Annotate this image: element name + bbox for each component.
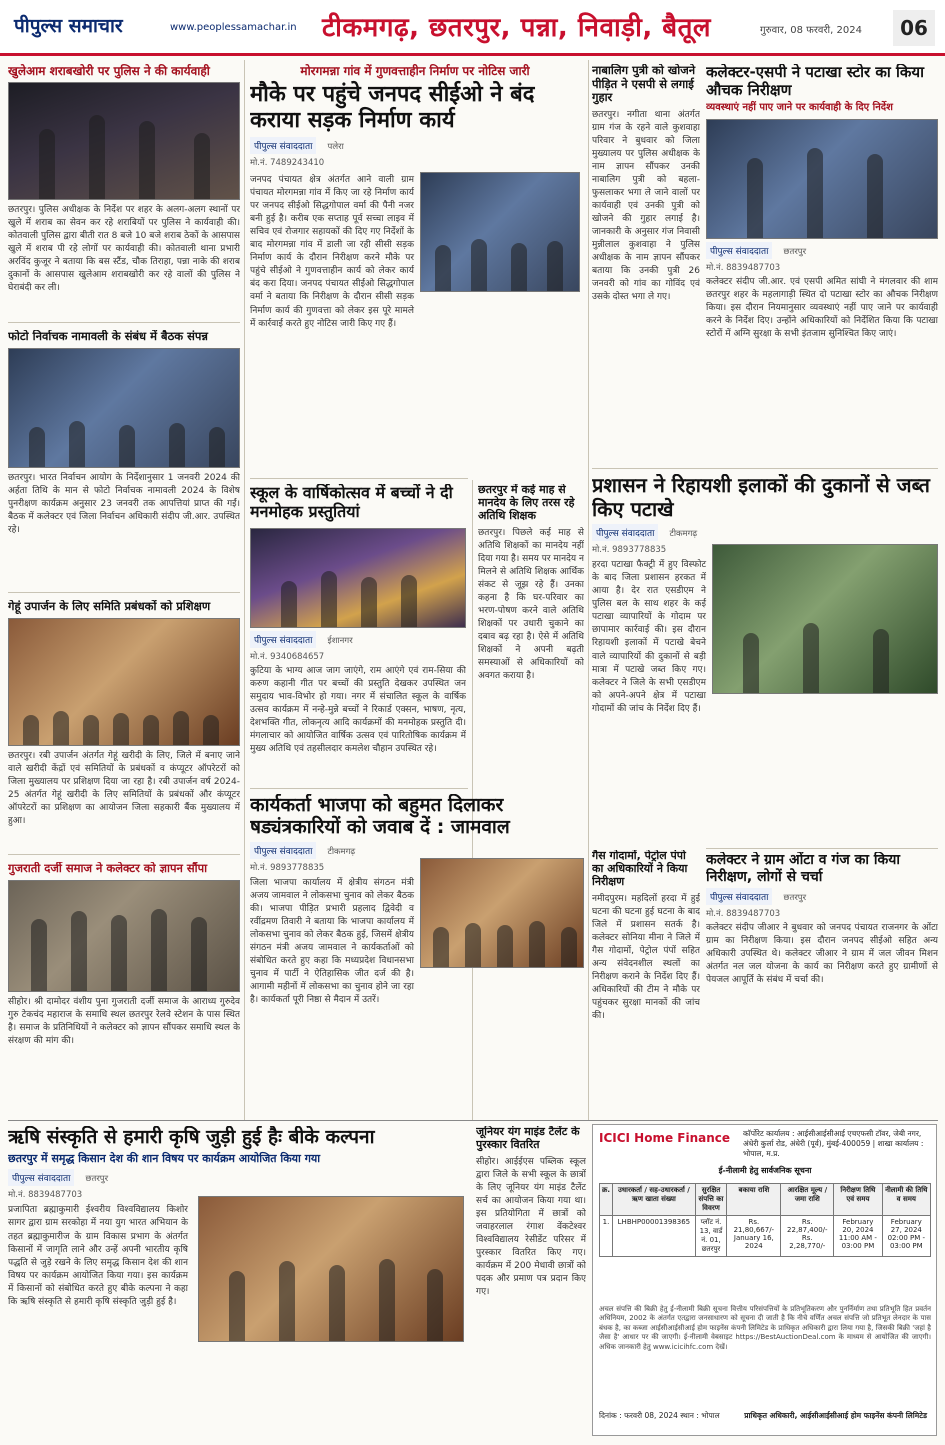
byline: पीपुल्स संवाददाता: [8, 1169, 74, 1186]
article-body: कलेक्टर संदीप जीआर ने बुधवार को जनपद पंचायत राजनगर के ओंटा ग्राम का निरीक्षण किया। इस दौरान जनपद सीईओ सहित अन्य अधिकारी उपस्थित थे। कलेक्टर जीआर ने ग्राम में जल जीवन मिशन अंतर्गत नल जल योजना के कार्य का निरीक्षण करते हुए ग्रामीणों से पेयजल आपूर्ति के संबंध में चर्चा की।: [706, 923, 938, 986]
headline: ऋषि संस्कृति से हमारी कृषि जुड़ी हुई हैः बीके कल्पना: [8, 1126, 375, 1148]
center-top-road-story: [250, 64, 580, 474]
phone-number: मो.नं. 9893778835: [250, 862, 325, 873]
icici-auction-notice: [592, 1124, 937, 1436]
byline: पीपुल्स संवाददाता: [706, 888, 772, 905]
auction-table: [599, 1183, 931, 1257]
phone-number: मो.नं. 8839487703: [8, 1190, 83, 1201]
right-top-firecracker-inspection: [706, 64, 938, 464]
cell: February 20, 2024 11:00 AM - 03:00 PM: [834, 1216, 882, 1257]
headline: जूनियर यंग माइंड टैलेंट के पुरस्कार वितरित: [476, 1126, 580, 1151]
right-lower-village-inspection: [706, 852, 938, 1120]
col3-guest-teachers: [478, 484, 584, 784]
col-header: बकाया राशि: [727, 1184, 781, 1216]
bottom-mid-young-mind: [476, 1126, 586, 1438]
center-mid-school-story: [250, 484, 466, 784]
article-body: जनपद पंचायत क्षेत्र अंतर्गत आने वाली ग्राम पंचायत मोरगमन्ना गांव में किए जा रहे निर्माण कार्य पर जनपद सीईओ सिद्धगोपाल वर्मा की पैनी नजर बनी हुई है। करीब एक सप्ताह पूर्व सच्चा लाइव में सचिव एवं रोजगार सहायकों की दिए गए निर्देशों के बाद मोरगमन्ना गांव में डाली जा रही सीसी सड़क निर्माण कार्य के दौरान निरीक्षण करने मौके पर पहुंचे सीईओ ने गुणवत्ताहीन कार्य को लेकर कार्य बंद करा दिया। जनपद पंचायत सीईओ सिद्धगोपाल वर्मा ने बताया कि निरीक्षण के दौरान सीसी सड़क निर्माण कार्य की गुणवत्ता को लेकर इस पूरे मामले में कार्रवाई करते हुए नोटिस जारी किए गए हैं।: [250, 175, 414, 329]
kicker: मोरगमन्ना गांव में गुणवत्ताहीन निर्माण पर नोटिस जारी: [300, 64, 530, 78]
photo-brahmakumari-event: [198, 1196, 464, 1342]
dateline-place: छतरपुर: [85, 1174, 109, 1185]
article-body: छतरपुर। नगीता थाना अंतर्गत ग्राम गंज के रहने वाले कुशवाहा परिवार ने बुधवार को जिला मुख्यालय पर पुलिस अधीक्षक के नाम ज्ञापन सौंपकर उनकी नाबालिग पुत्री को बहला-फुसलाकर भगा ले जाने वालों पर कार्यवाही एवं उनकी पुत्री को खोजने की गुहार लगाई है। जानकारी के अनुसार गंज निवासी मुन्नीलाल कुशवाहा ने पुलिस अधीक्षक के नाम ज्ञापन सौंपकर बताया कि उनकी पुत्री 26 जनवरी को गांव का गोविंद एवं उसके दोस्त भगा ले गए।: [592, 109, 700, 303]
col-header: निरीक्षण तिथि एवं समय: [834, 1184, 882, 1216]
photo-training-audience: [8, 618, 240, 746]
col-header: सुरक्षित संपत्ति का विवरण: [695, 1184, 727, 1216]
center-lower-bjp-story: [250, 794, 584, 1116]
headline: प्रशासन ने रिहायशी इलाकों की दुकानों से जब्त किए पटाखे: [592, 474, 930, 521]
phone-number: मो.नं. 9893778835: [592, 545, 667, 556]
article-body: कुटिया के भाग्य आज जाग जाएंगे, राम आएंगे एवं राम-सिया की करुण कहानी गीत पर बच्चों की प्रस्तुति देखकर उपस्थित जन समुदाय भाव-विभोर हो गया। नगर में संचालित स्कूल के वार्षिक उत्सव कार्यक्रम में नन्हे-मुन्ने बच्चों ने रिकार्ड एक्सन, भाषण, नृत्य, देशभक्ति गीत, लोकनृत्य आदि कार्यक्रमों की मनमोहक प्रस्तुति दी। मंगलाचार को आयोजित वार्षिक उत्सव एवं पारितोषिक कार्यक्रम में मुख्य अतिथि एवं तहसीलदार कमलेश चौहान उपस्थित रहे।: [250, 665, 466, 755]
cell: LHBHP00001398365: [613, 1216, 696, 1257]
page-number: 06: [893, 10, 935, 46]
subheadline: व्यवस्थाएं नहीं पाए जाने पर कार्यवाही के दिए निर्देश: [706, 102, 893, 114]
headline: नाबालिग पुत्री को खोजने पीड़ित ने एसपी से लगाई गुहार: [592, 64, 696, 105]
photo-firecracker-shop: [712, 544, 938, 694]
headline: कलेक्टर ने ग्राम ओंटा व गंज का किया निरीक्षण, लोगों से चर्चा: [706, 852, 900, 885]
phone-number: मो.नं. 9340684657: [250, 651, 325, 662]
website-url: www.peoplessamachar.in: [170, 22, 297, 33]
photo-bjp-meeting: [420, 858, 584, 968]
newspaper-logo: पीपुल्स समाचार: [14, 15, 123, 37]
photo-school-stage: [250, 528, 466, 628]
ad-signatory: प्राधिकृत अधिकारी, आईसीआईसीआई होम फाइनेंस कंपनी लिमिटेड: [744, 1411, 927, 1420]
photo-officials-meeting: [420, 172, 580, 292]
headline: फोटो निर्वाचक नामावली के संबंध में बैठक संपन्न: [8, 330, 208, 343]
byline: पीपुल्स संवाददाता: [706, 242, 772, 259]
article-body: सीहोर। श्री दामोदर वंशीय पुना गुजराती दर्जी समाज के आराध्य गुरुदेव गुरु टेकचंद महाराज के समाधि स्थल छतरपुर रेलवे स्टेशन के पास स्थित है। समाज के प्रतिनिधियों ने कलेक्टर को ज्ञापन सौंपकर समाधि स्थल के संरक्षण की मांग की।: [8, 996, 240, 1046]
photo-meeting-hall: [8, 348, 240, 468]
col-header: नीलामी की तिथि व समय: [882, 1184, 930, 1216]
cell: प्लॉट नं. 13, वार्ड नं. 01, छतरपुर: [695, 1216, 727, 1257]
photo-police-drive: [8, 82, 240, 200]
dateline-place: छतरपुर: [783, 893, 807, 904]
ad-date-place: दिनांक : फरवरी 08, 2024 स्थान : भोपाल: [599, 1411, 720, 1420]
byline: पीपुल्स संवाददाता: [250, 137, 316, 154]
table-row: [600, 1216, 931, 1257]
left-story-gujarati-samaj: [8, 862, 240, 1112]
headline: गुजराती दर्जी समाज ने कलेक्टर को ज्ञापन सौंपा: [8, 862, 208, 875]
ad-signature-block: [599, 1411, 931, 1421]
cell: Rs. 21,80,667/- January 16, 2024: [727, 1216, 781, 1257]
byline: पीपुल्स संवाददाता: [592, 524, 658, 541]
photo-memorandum: [8, 880, 240, 992]
left-story-wheat-training: [8, 600, 240, 850]
col3-missing-girl: [592, 64, 700, 464]
ad-office-address: कॉर्पोरेट कार्यालय : आईसीआईसीआई एचएफसी टॉवर, जेबी नगर, अंधेरी कुर्ला रोड, अंधेरी (पूर्व), मुंबई-400059 | शाखा कार्यालय : भोपाल, म.प्र.: [743, 1129, 924, 1158]
ad-title: ई-नीलामी हेतु सार्वजनिक सूचना: [718, 1166, 812, 1175]
article-body: जिला भाजपा कार्यालय में क्षेत्रीय संगठन मंत्री अजय जामवाल ने लोकसभा चुनाव को लेकर बैठक की। भाजपा पीड़ित प्रभारी प्रहलाद द्विवेदी व रवींद्रमण तिवारी ने बताया कि भाजपा कार्यालय में लोकसभा चुनाव को लेकर बैठक हुई, जिसमें क्षेत्रीय संगठन मंत्री अजय जामवाल ने कार्यकर्ताओं को संबोधित करते हुए कहा कि मध्यप्रदेश विधानसभा चुनाव में पार्टी ने ऐतिहासिक जीत दर्ज की है। आगामी महीनों में लोकसभा का चुनाव होने जा रहा है। कार्यकर्ता पूरी निष्ठा से मैदान में उतरें।: [250, 877, 414, 1006]
ad-fine-print: अचल संपत्ति की बिक्री हेतु ई-नीलामी बिक्री सूचना वित्तीय परिसंपत्तियों के प्रतिभूतिकरण और पुनर्निर्माण तथा प्रतिभूति हित प्रवर्तन अधिनियम, 2002 के अंतर्गत एतद्वारा जनसाधारण को सूचना दी जाती है कि नीचे वर्णित अचल संपत्ति जो प्रतिभूत लेनदार के पास बंधक है, का कब्जा आईसीआईसीआई होम फाइनेंस कंपनी लिमिटेड के प्राधिकृत अधिकारी द्वारा लिया गया है, जिसकी बिक्री 'जहां है जैसा है' आधार पर की जाएगी। ई-नीलामी वेबसाइट https://BestAuctionDeal.com के माध्यम से आयोजित की जाएगी। अधिक जानकारी हेतु www.icicihfc.com देखें।: [599, 1305, 931, 1351]
masthead: [0, 0, 945, 56]
bottom-left-bk-kalpana: [8, 1126, 464, 1438]
col3-gas-godown: [592, 850, 700, 1120]
col-header: आरक्षित मूल्य / जमा राशि: [781, 1184, 834, 1216]
dateline-place: टीकमगढ़: [669, 529, 698, 540]
article-body: छतरपुर। रबी उपार्जन अंतर्गत गेहूं खरीदी के लिए, जिले में बनाए जाने वाले खरीदी केंद्रों एवं समितियों के प्रबंधकों व कंप्यूटर ऑपरेटरों को जिला मुख्यालय पर प्रशिक्षण दिया जा रहा है। रबी उपार्जन वर्ष 2024-25 अंतर्गत गेहूं खरीदी के लिए समितियों के प्रबंधकों और कंप्यूटर ऑपरेटरों का प्रशिक्षण का आयोजन जिला सहकारी बैंक मुख्यालय में हुआ।: [8, 750, 240, 826]
article-body: सीहोर। आईईएस पब्लिक स्कूल द्वारा जिले के सभी स्कूल के छात्रों के लिए जूनियर यंग माइंड टैलेंट सर्च का आयोजन किया गया था। इस प्रतियोगिता में छात्रों को जवाहरलाल रंगाश वेंकटेश्वर विश्वविद्यालय रेसीडेंट परिसर में पुरस्कार वितरित किए गए। कार्यक्रम में 200 मेधावी छात्रों को पदक और प्रमाण पत्र प्रदान किए गए।: [476, 1156, 586, 1298]
headline: खुलेआम शराबखोरी पर पुलिस ने की कार्यवाही: [8, 64, 210, 78]
headline: मौके पर पहुंचे जनपद सीईओ ने बंद कराया सड़क निर्माण कार्य: [250, 82, 535, 134]
icici-logo: ICICI Home Finance: [599, 1131, 731, 1145]
byline: पीपुल्स संवाददाता: [250, 842, 316, 859]
article-body: छतरपुर। पिछले कई माह से अतिथि शिक्षकों का मानदेय नहीं दिया गया है। समय पर मानदेय न मिलने से अतिथि शिक्षक आर्थिक संकट से जूझ रहे हैं। उनका कहना है कि घर-परिवार का भरण-पोषण करने वाले अतिथि शिक्षकों पर उधारी चुकाने का दबाव बढ़ रहा है। ऐसे में अतिथि शिक्षकों ने अपनी बढ़ती समस्याओं से अधिकारियों को अवगत कराया है।: [478, 527, 584, 682]
phone-number: मो.नं. 7489243410: [250, 158, 325, 169]
subheadline: छतरपुर में समृद्ध किसान देश की शान विषय पर कार्यक्रम आयोजित किया गया: [8, 1152, 321, 1166]
dateline-place: ईशानगर: [327, 635, 353, 646]
right-mid-firecracker-seizure: [592, 474, 938, 844]
article-body: कलेक्टर संदीप जी.आर. एवं एसपी अमित सांघी ने मंगलवार की शाम छतरपुर शहर के महलागाड़ी स्थित दो पटाखा स्टोर का औचक निरीक्षण किया। इस दौरान नियमानुसार व्यवस्थाएं नहीं पाए जाने पर कार्यवाही करने के निर्देश दिए। उन्होंने अधिकारियों को निर्देशित किया कि पटाखा स्टोरों में अग्नि सुरक्षा के सभी इंतजाम सुनिश्चित किए जाएं।: [706, 277, 938, 340]
article-body: प्रजापिता ब्रह्माकुमारी ईश्वरीय विश्वविद्यालय किशोर सागर द्वारा ग्राम सरकोहा में नया युग भारत अभियान के तहत ब्रह्माकुमारीज के ग्राम विकास प्रभाग के अंतर्गत किसानों में जागृति लाने और उन्हें अपनी भारतीय कृषि पद्धति से जुड़े रखने के लिए समृद्ध किसान देश की शान विषय पर कार्यक्रम आयोजित किया गया। इस कार्यक्रम में किसानों को संबोधित करते हुए बीके कल्पना ने कहा कि ऋषि संस्कृति से हमारी कृषि संस्कृति जुड़ी हुई है।: [8, 1205, 188, 1307]
headline: गैस गोदामों, पेट्रोल पंपो का अधिकारियों ने किया निरीक्षण: [592, 850, 688, 888]
headline: कार्यकर्ता भाजपा को बहुमत दिलाकर षड्यंत्रकारियों को जवाब दें : जामवाल: [250, 794, 510, 839]
article-body: छतरपुर। पुलिस अधीक्षक के निर्देश पर शहर के अलग-अलग स्थानों पर खुले में शराब का सेवन कर रहे शराबियों पर पुलिस ने कार्यवाही की। कोतवाली पुलिस द्वारा बीती रात 8 बजे 10 बजे शराब ठेकों के आसपास खुले में शराब पी रहे लोगों पर कार्यवाही की। कोतवाली थाना प्रभारी अरविंद कुजूर ने बताया कि बस स्टैंड, चौक तिराहा, पन्ना नाके की शराब दुकानों के आसपास खुलेआम शराबखोरी कर रहे वालों की पुलिस ने घेराबंदी कर ली।: [8, 205, 240, 294]
issue-date: गुरुवार, 08 फरवरी, 2024: [760, 25, 862, 36]
dateline-place: छतरपुर: [783, 247, 807, 258]
article-body: हरदा पटाखा फैक्ट्री में हुए विस्फोट के बाद जिला प्रशासन हरकत में आया है। देर रात एसडीएम ने पुलिस बल के साथ शहर के कई पटाखा व्यापारियों के गोदाम पर छापामार कार्रवाई की। इस दौरान रिहायशी इलाकों में पटाखे बेचने वाले व्यापारियों की दुकानों से बड़ी मात्रा में पटाखे जब्त किए गए। कलेक्टर ने जिले के सभी एसडीएम को अपने-अपने क्षेत्र में पटाखा गोदामों की जांच के निर्देश दिए हैं।: [592, 560, 706, 714]
cell: Rs. 22,87,400/- Rs. 2,28,770/-: [781, 1216, 834, 1257]
headline: गेहूं उपार्जन के लिए समिति प्रबंधकों को प्रशिक्षण: [8, 600, 211, 613]
col-header: क्र.: [600, 1184, 613, 1216]
left-story-voter-list: [8, 330, 240, 588]
dateline-place: टीकमगढ़: [327, 846, 356, 857]
phone-number: मो.नं. 8839487703: [706, 263, 781, 274]
edition-banner: टीकमगढ़, छतरपुर, पन्ना, निवाड़ी, बैतूल: [322, 13, 712, 43]
col-header: उधारकर्ता / सह-उधारकर्ता / ऋण खाता संख्या: [613, 1184, 696, 1216]
article-body: नमीदपुरम। महदिलों हरदा में हुई घटना की घटना हुई घटना के बाद जिले में प्रशासन सतर्क है। कलेक्टर सोनिया मीना ने जिले में गैस गोदामों, पेट्रोल पंपों सहित अन्य संवेदनशील स्थलों का निरीक्षण कराने के निर्देश दिए हैं। अधिकारियों की टीम ने मौके पर पहुंचकर सुरक्षा मानकों की जांच की।: [592, 893, 700, 1022]
phone-number: मो.नं. 8839487703: [706, 909, 781, 920]
left-story-liquor: [8, 64, 240, 318]
article-body: छतरपुर। भारत निर्वाचन आयोग के निर्देशानुसार 1 जनवरी 2024 की अर्हता तिथि के मान से फोटो निर्वाचक नामावली 2024 के विशेष पुनरीक्षण कार्यक्रम अनुसार 23 जनवरी तक आपत्तियां प्राप्त की गईं। बैठक में कलेक्टर एवं जिला निर्वाचन अधिकारी संदीप जी.आर. उपस्थित रहे।: [8, 472, 240, 535]
cell: 1.: [600, 1216, 613, 1257]
cell: February 27, 2024 02:00 PM - 03:00 PM: [882, 1216, 930, 1257]
headline: छतरपुर में कई माह से मानदेय के लिए तरस रहे अतिथि शिक्षक: [478, 484, 575, 522]
headline: कलेक्टर-एसपी ने पटाखा स्टोर का किया औचक निरीक्षण: [706, 64, 924, 99]
headline: स्कूल के वार्षिकोत्सव में बच्चों ने दी मनमोहक प्रस्तुतियां: [250, 484, 453, 521]
photo-collector-sp: [706, 119, 938, 239]
dateline-place: पलेरा: [327, 142, 344, 153]
byline: पीपुल्स संवाददाता: [250, 631, 316, 648]
